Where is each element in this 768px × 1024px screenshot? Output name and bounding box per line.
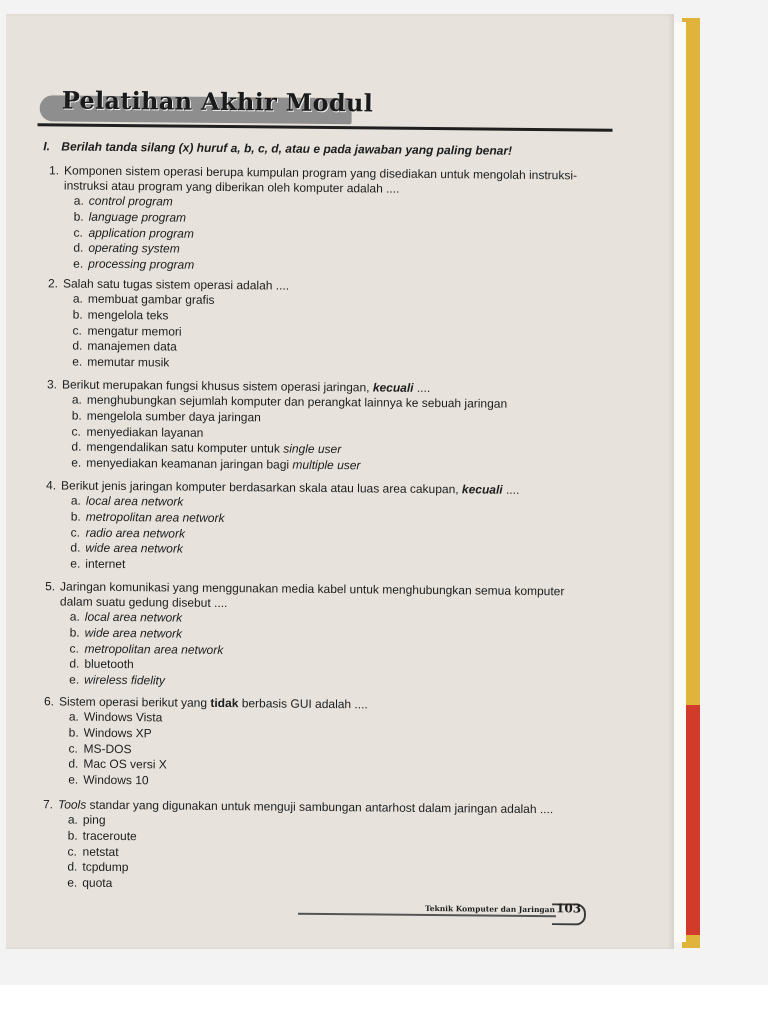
question-number: 6. [43, 694, 55, 709]
question-1 [48, 163, 609, 277]
option-letter: e. [67, 875, 78, 890]
option-letter: d. [72, 338, 83, 354]
option-letter: c. [69, 641, 79, 656]
question-number: 1. [49, 163, 60, 178]
option-letter: c. [73, 225, 83, 240]
question-3 [46, 377, 607, 476]
question-2 [47, 276, 608, 375]
option-letter: e. [68, 772, 79, 787]
section-title: Pelatihan Akhir Modul [61, 85, 374, 118]
option-text: bluetooth [84, 657, 134, 672]
option-letter: a. [68, 709, 79, 724]
stem-line: Salah satu tugas sistem operasi adalah .... [62, 276, 290, 293]
question-number: 2. [47, 276, 59, 291]
stem-emphasis: kecuali [461, 482, 503, 497]
option-text: ping [82, 812, 106, 827]
option-text: mengelola sumber daya jaringan [86, 408, 261, 425]
option-text: wide area network [85, 541, 183, 557]
option-text: Windows Vista [83, 709, 163, 725]
option-text: processing program [88, 256, 195, 272]
option-text: MS-DOS [83, 741, 132, 756]
question-number: 4. [46, 478, 57, 493]
option-letter: e. [72, 354, 83, 369]
option-letter: d. [71, 439, 82, 455]
question-6 [43, 694, 604, 793]
option-text: local area network [85, 493, 184, 509]
option-text: membuat gambar grafis [87, 291, 215, 307]
question-7 [42, 797, 603, 896]
stem-text-end: berbasis GUI adalah .... [238, 696, 368, 712]
stem-text-end: .... [413, 380, 431, 395]
option-text: internet [85, 556, 126, 572]
option-letter: c. [67, 844, 77, 859]
option-letter: c. [70, 525, 81, 540]
option-text: Windows 10 [83, 772, 149, 788]
question-number: 3. [46, 377, 58, 392]
option-text: metropolitan area network [85, 509, 225, 525]
option-text: mengendalikan satu komputer untuk [86, 440, 284, 456]
stem-italic: Tools [57, 797, 87, 812]
option-text: Windows XP [83, 725, 152, 741]
option-letter: c. [71, 424, 82, 439]
book-page [6, 14, 674, 949]
option-letter: e. [71, 455, 82, 470]
option-letter: d. [70, 540, 81, 556]
option-text: manajemen data [87, 339, 177, 354]
scan-bottom-margin [0, 985, 768, 1024]
option-letter: b. [69, 625, 80, 640]
option-text: tcpdump [82, 860, 129, 875]
option-letter: e. [73, 256, 84, 271]
page-edge-red [684, 705, 700, 935]
stem-text: standar yang digunakan untuk menguji sambungan antarhost dalam jaringan adalah .... [86, 797, 554, 817]
option-letter: d. [69, 656, 80, 672]
page-content [2, 11, 679, 952]
option-letter: e. [69, 672, 80, 687]
option-letter: b. [70, 509, 81, 524]
question-4 [45, 478, 606, 577]
option-text: netstat [82, 844, 119, 859]
stem-line: instruksi atau program yang diberikan oleh komputer adalah .... [63, 178, 400, 196]
option-letter: b. [67, 828, 78, 843]
option-text: metropolitan area network [84, 641, 224, 657]
option-letter: a. [71, 392, 82, 407]
option-text: Mac OS versi X [83, 757, 167, 772]
option-letter: c. [72, 323, 82, 338]
question-number: 5. [45, 579, 56, 594]
stem-text: Sistem operasi berikut yang [58, 694, 211, 710]
option-text-italic: multiple user [292, 457, 361, 473]
option-letter: a. [67, 812, 78, 827]
option-letter: a. [69, 609, 80, 624]
option-letter: d. [68, 756, 79, 772]
stem-emphasis: tidak [210, 695, 239, 711]
option-letter: b. [73, 209, 84, 224]
option-letter: b. [68, 725, 79, 740]
option-text: wireless fidelity [84, 672, 165, 688]
stem-line: Komponen sistem operasi berupa kumpulan program yang disediakan untuk mengolah instruksi- [64, 163, 578, 183]
option-text: operating system [88, 241, 180, 256]
footer-book-title: Teknik Komputer dan Jaringan [424, 903, 556, 915]
option-text: traceroute [82, 828, 137, 843]
option-text: local area network [84, 609, 183, 625]
option-letter: b. [71, 408, 82, 423]
stem-text: Berikut jenis jaringan komputer berdasarkan skala atau luas area cakupan, [61, 478, 463, 497]
option-text: language program [88, 209, 187, 225]
instruction [43, 139, 512, 157]
option-text: radio area network [85, 525, 186, 541]
option-text: memutar musik [87, 354, 170, 370]
stem-emphasis: kecuali [372, 380, 414, 395]
option-text: control program [88, 193, 173, 209]
stem-text: Berikut merupakan fungsi khusus sistem operasi jaringan, [61, 377, 373, 395]
option-text: mengatur memori [87, 323, 182, 339]
option-text: menyediakan keamanan jaringan bagi [86, 455, 293, 472]
option-text: menghubungkan sejumlah komputer dan perangkat lainnya ke sebuah jaringan [86, 392, 508, 411]
option-letter: d. [67, 859, 78, 875]
question-number: 7. [42, 797, 54, 812]
option-text: quota [82, 875, 113, 891]
option-letter: c. [68, 741, 78, 756]
instruction-number: I. [43, 139, 51, 154]
section-banner [37, 83, 617, 135]
option-letter: a. [72, 291, 83, 306]
option-letter: d. [73, 240, 84, 256]
stem-text-end: .... [502, 482, 520, 497]
option-text: application program [88, 225, 194, 241]
option-letter: a. [73, 193, 84, 208]
stem-line: dalam suatu gedung disebut .... [59, 594, 228, 611]
option-letter: a. [70, 493, 82, 508]
instruction-text: Berilah tanda silang (x) huruf a, b, c, d, atau e pada jawaban yang paling benar! [61, 139, 513, 158]
stem-line: Jaringan komunikasi yang menggunakan media kabel untuk menghubungkan semua komputer [60, 579, 565, 599]
question-5 [44, 579, 605, 693]
option-text: wide area network [84, 625, 183, 641]
option-letter: b. [72, 307, 83, 322]
option-text: mengelola teks [87, 307, 169, 323]
banner-underline [38, 123, 613, 132]
option-letter: e. [70, 556, 81, 571]
page-footer [298, 900, 588, 933]
option-text: menyediakan layanan [86, 424, 204, 440]
option-text-italic: single user [283, 441, 342, 457]
page-number: 103 [555, 901, 582, 916]
